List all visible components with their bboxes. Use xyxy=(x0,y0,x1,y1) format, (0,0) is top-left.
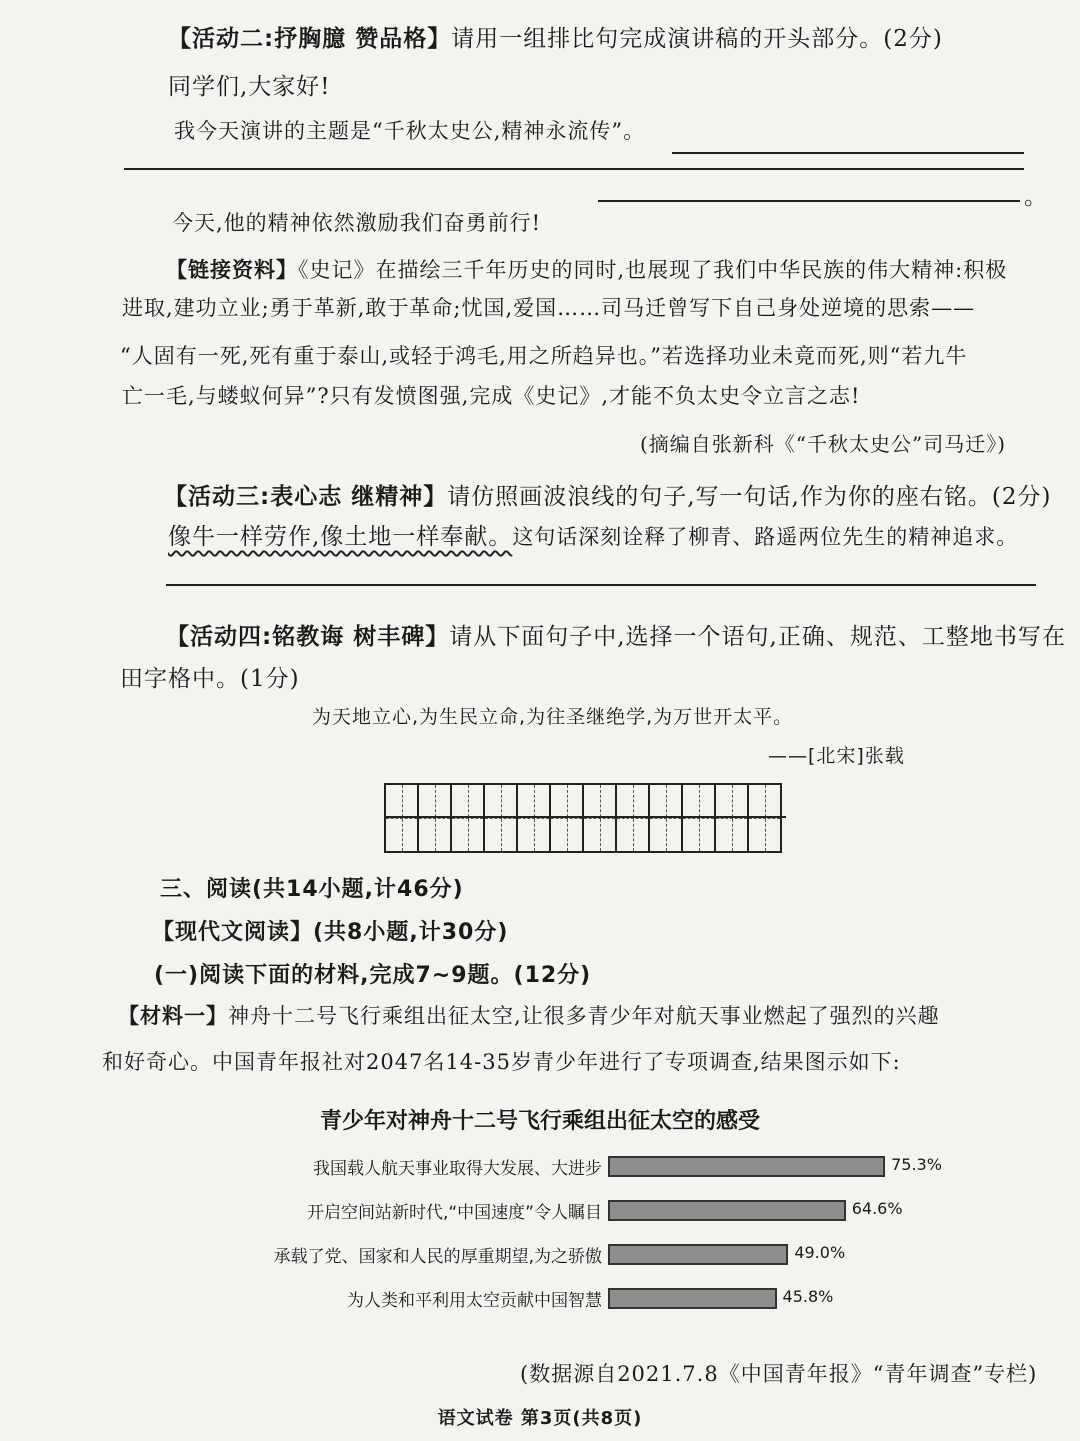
bar-label: 我国载人航天事业取得大发展、大进步 xyxy=(313,1159,602,1179)
link-line-1 xyxy=(166,254,1007,284)
link-line-3: “人固有一死,死有重于泰山,或轻于鸿毛,用之所趋异也。”若选择功业未竟而死,则“若九牛 xyxy=(120,344,968,368)
grid-cell[interactable] xyxy=(650,785,683,851)
activity3-title: 【活动三:表心志 继精神】 xyxy=(164,484,448,510)
bar-value-label: 49.0% xyxy=(794,1243,846,1262)
grid-cell[interactable] xyxy=(419,785,452,851)
section3-title: 三、阅读(共14小题,计46分) xyxy=(160,877,464,902)
activity3-heading xyxy=(164,478,1051,511)
activity2-heading xyxy=(168,20,943,53)
activity2-line1: 同学们,大家好! xyxy=(168,74,331,100)
material-line-1 xyxy=(118,1000,940,1030)
modern-reading-title: 【现代文阅读】(共8小题,计30分) xyxy=(152,920,509,945)
activity2-line3: 今天,他的精神依然激励我们奋勇前行! xyxy=(172,211,542,235)
grid-cell[interactable] xyxy=(452,785,485,851)
grid-cell[interactable] xyxy=(617,785,650,851)
answer-line-1 xyxy=(672,152,1024,154)
grid-cell[interactable] xyxy=(716,785,749,851)
bar xyxy=(608,1288,777,1309)
activity2-end-mark: 。 xyxy=(1024,184,1048,210)
chart-title: 青少年对神舟十二号飞行乘组出征太空的感受 xyxy=(319,1109,760,1134)
activity3-example xyxy=(168,518,1018,551)
bar-label: 开启空间站新时代,“中国速度”令人瞩目 xyxy=(306,1203,602,1223)
answer-line-2 xyxy=(124,168,1024,170)
bar-value-label: 75.3% xyxy=(891,1155,942,1174)
activity2-line2: 我今天演讲的主题是“千秋太史公,精神永流传”。 xyxy=(174,119,646,143)
tianzige-grid[interactable] xyxy=(384,783,782,853)
answer-line-3 xyxy=(598,200,1020,202)
grid-cell[interactable] xyxy=(584,785,617,851)
wavy-sentence: 像牛一样劳作,像土地一样奉献。 xyxy=(168,524,513,550)
activity3-rest: 这句话深刻诠释了柳青、路遥两位先生的精神追求。 xyxy=(512,525,1019,549)
grid-cell[interactable] xyxy=(749,785,780,851)
activity4-prompt2: 田字格中。(1分) xyxy=(120,666,300,692)
material-text-1: 神舟十二号飞行乘组出征太空,让很多青少年对航天事业燃起了强烈的兴趣 xyxy=(228,1004,940,1028)
link-line-4: 亡一毛,与蝼蚁何异”?只有发愤图强,完成《史记》,才能不负太史令立言之志! xyxy=(122,384,861,408)
bar-label: 承载了党、国家和人民的厚重期望,为之骄傲 xyxy=(273,1247,602,1267)
activity2-title: 【活动二:抒胸臆 赞品格】 xyxy=(168,26,452,52)
link-title: 【链接资料】 xyxy=(166,258,298,282)
grid-cell[interactable] xyxy=(485,785,518,851)
grid-row-divider xyxy=(384,816,786,818)
activity4-prompt: 请从下面句子中,选择一个语句,正确、规范、工整地书写在 xyxy=(449,624,1066,650)
grid-cell[interactable] xyxy=(518,785,551,851)
activity4-heading xyxy=(166,618,1066,651)
bar-label: 为人类和平利用太空贡献中国智慧 xyxy=(347,1291,602,1311)
bar-value-label: 45.8% xyxy=(782,1287,834,1306)
bar xyxy=(608,1244,788,1265)
bar-value-label: 64.6% xyxy=(851,1199,903,1218)
part1-title: (一)阅读下面的材料,完成7~9题。(12分) xyxy=(154,963,592,988)
bar xyxy=(608,1200,846,1221)
grid-cell[interactable] xyxy=(551,785,584,851)
activity2-prompt: 请用一组排比句完成演讲稿的开头部分。(2分) xyxy=(451,26,943,52)
link-text-1: 《史记》在描绘三千年历史的同时,也展现了我们中华民族的伟大精神:积极 xyxy=(298,258,1008,282)
activity3-prompt: 请仿照画波浪线的句子,写一句话,作为你的座右铭。(2分) xyxy=(447,484,1052,510)
bar xyxy=(608,1156,885,1177)
material-title: 【材料一】 xyxy=(118,1004,228,1028)
chart-source: (数据源自2021.7.8《中国青年报》“青年调查”专栏) xyxy=(520,1362,1038,1386)
activity4-title: 【活动四:铭教诲 树丰碑】 xyxy=(166,624,450,650)
quote-author: ——[北宋]张载 xyxy=(768,745,905,767)
grid-cell[interactable] xyxy=(386,785,419,851)
answer-line-4 xyxy=(166,584,1036,586)
material-line-2: 和好奇心。中国青年报社对2047名14-35岁青少年进行了专项调查,结果图示如下: xyxy=(102,1050,901,1074)
quote: 为天地立心,为生民立命,为往圣继绝学,为万世开太平。 xyxy=(312,706,794,728)
grid-cell[interactable] xyxy=(683,785,716,851)
link-source: (摘编自张新科《“千秋太史公”司马迁》) xyxy=(640,432,1007,456)
link-line-2: 进取,建功立业;勇于革新,敢于革命;忧国,爱国……司马迁曾写下自己身处逆境的思索—— xyxy=(122,296,976,320)
page-footer: 语文试卷 第3页(共8页) xyxy=(437,1408,643,1429)
